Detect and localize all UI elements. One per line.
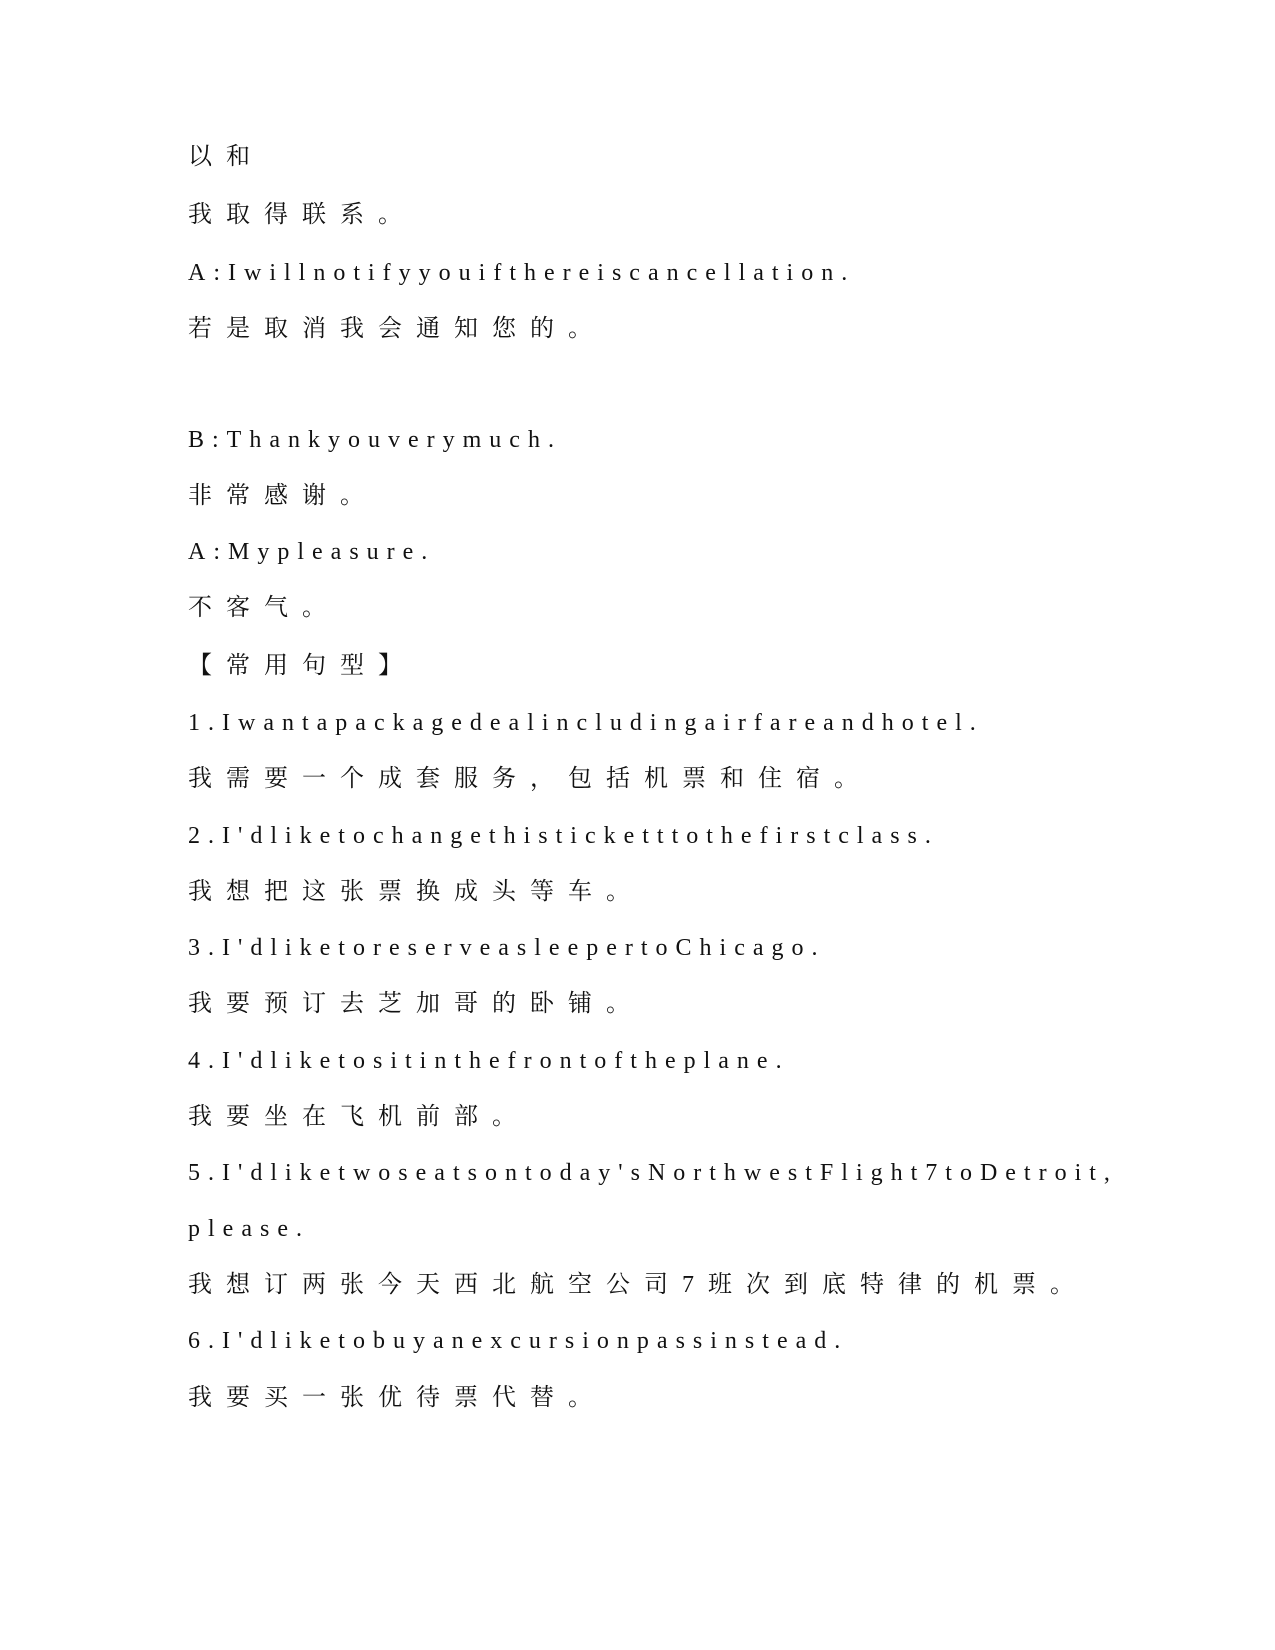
text-line: 我取得联系。 xyxy=(188,202,416,228)
text-line: 以和 xyxy=(188,144,264,170)
translation: 我要坐在飞机前部。 xyxy=(188,1104,530,1130)
dialogue-line: B:Thankyouverymuch. xyxy=(188,427,562,453)
translation: 我需要一个成套服务，包括机票和住宿。 xyxy=(188,766,872,792)
translation: 我要买一张优待票代替。 xyxy=(188,1385,606,1411)
text-line: 不客气。 xyxy=(188,595,340,621)
sentence-pattern: 1.Iwantapackagedealincludingairfareandhotel. xyxy=(188,710,984,736)
text-line: 非常感谢。 xyxy=(188,483,378,509)
section-heading: 【常用句型】 xyxy=(188,653,416,679)
sentence-pattern: 6.I'dliketobuyanexcursionpassinstead. xyxy=(188,1328,849,1354)
sentence-pattern-continuation: please. xyxy=(188,1216,310,1242)
sentence-pattern: 4.I'dliketositinthefrontoftheplane. xyxy=(188,1048,790,1074)
sentence-pattern: 3.I'dliketoreserveasleepertoChicago. xyxy=(188,935,826,961)
sentence-pattern: 5.I'dliketwoseatsontoday'sNorthwestFlight7toDetroit, xyxy=(188,1160,1118,1186)
translation: 我想订两张今天西北航空公司7班次到底特律的机票。 xyxy=(188,1272,1088,1298)
dialogue-line: A:Iwillnotifyyouifthereiscancellation. xyxy=(188,260,856,286)
dialogue-line: A:Mypleasure. xyxy=(188,539,436,565)
sentence-pattern: 2.I'dliketochangethisticketttothefirstclass. xyxy=(188,823,939,849)
translation: 我要预订去芝加哥的卧铺。 xyxy=(188,991,644,1017)
translation: 我想把这张票换成头等车。 xyxy=(188,879,644,905)
text-line: 若是取消我会通知您的。 xyxy=(188,316,606,342)
